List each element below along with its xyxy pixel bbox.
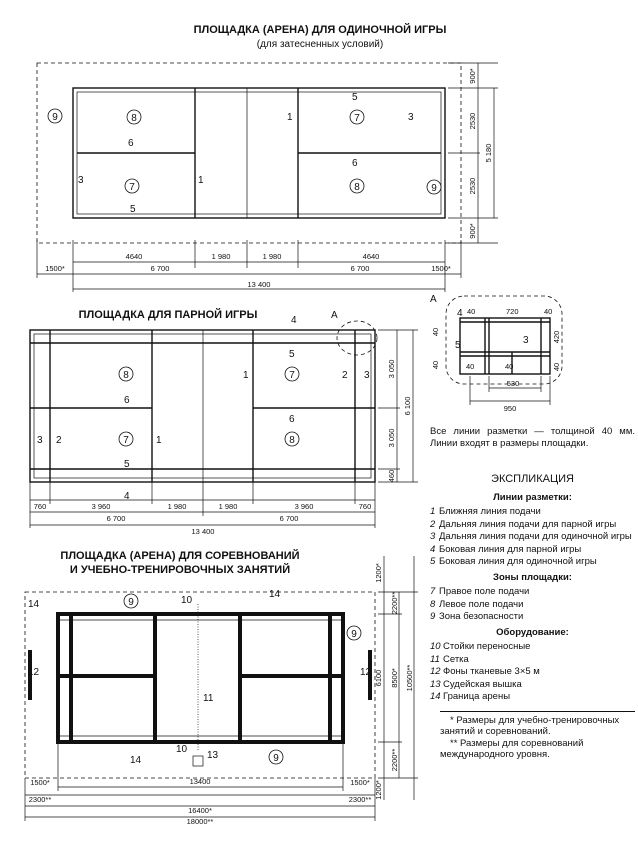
legend-item-text: Левое поле подачи (439, 598, 524, 610)
doubles-dim-half-left: 6 700 (106, 514, 126, 523)
detail-dim-40-g: 40 (552, 362, 561, 372)
legend-item-number: 7 (430, 586, 436, 597)
legend-section-heading: Зоны площадки: (493, 571, 572, 583)
doubles-line-5-top: 5 (289, 349, 295, 360)
doubles-inner-outline (34, 334, 371, 478)
single-vdim-lower: 2530 (468, 177, 477, 195)
single-vdim-bottom-margin: 900* (468, 223, 477, 239)
legend-item-number: 5 (430, 556, 436, 567)
doubles-callout-label: А (331, 310, 338, 321)
single-court-section (37, 23, 498, 292)
competition-label-14-right: 14 (269, 589, 281, 600)
legend-item-number: 2 (430, 518, 436, 530)
competition-zone-9-bottom-label: 9 (273, 753, 279, 764)
competition-title-1: ПЛОЩАДКА (АРЕНА) ДЛЯ СОРЕВНОВАНИЙ (60, 550, 300, 562)
legend-item-text: Граница арены (443, 691, 511, 702)
doubles-line-6-right: 6 (289, 414, 295, 425)
legend-item-text: Боковая линия для одиночной игры (439, 556, 597, 567)
doubles-dim-lines (30, 482, 375, 528)
doubles-line-4-bottom: 4 (124, 491, 130, 502)
legend-item (430, 666, 635, 678)
legend-sections (430, 492, 635, 703)
detail-a (430, 294, 562, 413)
legend-item (430, 506, 635, 518)
doubles-vdim-460: 460 (387, 469, 396, 483)
doubles-vdim-upper: 3 050 (387, 359, 396, 379)
legend-item (430, 519, 635, 531)
doubles-dim-3960-left: 3 960 (91, 502, 111, 511)
doubles-dim-760-right: 760 (358, 502, 372, 511)
legend (430, 474, 635, 761)
competition-dim-2300-left: 2300** (28, 795, 52, 804)
single-zone-left-bottom-label: 7 (129, 182, 135, 193)
competition-court-section (25, 549, 418, 826)
legend-footnote-2: ** Размеры для соревнований международного уровня. (440, 737, 584, 760)
detail-line-5: 5 (455, 340, 461, 351)
competition-vdim-1200-bottom: 1200* (374, 780, 383, 800)
detail-dim-530: 530 (506, 379, 520, 388)
competition-label-12-right: 12 (360, 667, 372, 678)
note-box (430, 426, 635, 474)
doubles-line-2-right: 2 (342, 370, 348, 381)
doubles-zone-left-bottom-label: 7 (123, 435, 129, 446)
legend-item-number: 10 (430, 641, 441, 652)
single-dim-4640-right: 4640 (362, 252, 380, 261)
single-dim-total: 13 400 (247, 280, 271, 289)
detail-line-3: 3 (523, 335, 529, 346)
doubles-zone-right-top-label: 7 (289, 370, 295, 381)
single-dim-1980-left: 1 980 (211, 252, 231, 261)
competition-zone-9-right-label: 9 (351, 629, 357, 640)
competition-dim-2300-right: 2300** (348, 795, 372, 804)
detail-dim-40-d: 40 (431, 360, 440, 370)
detail-dim-40-e: 40 (466, 362, 475, 371)
competition-label-10-bottom: 10 (176, 744, 188, 755)
legend-item-number: 9 (430, 611, 436, 622)
legend-item (430, 691, 635, 703)
doubles-dim-1980-right: 1 980 (218, 502, 238, 511)
legend-item-text: Дальняя линия подачи для парной игры (439, 518, 617, 530)
detail-dim-40-a: 40 (467, 307, 476, 316)
legend-item (430, 556, 635, 568)
legend-item-text: Сетка (443, 653, 469, 665)
detail-dim-40-f: 40 (505, 362, 514, 371)
legend-item-text: Ближняя линия подачи (439, 506, 541, 517)
single-line-6-left: 6 (128, 138, 134, 149)
legend-item (430, 679, 635, 691)
detail-a-label: А (430, 294, 437, 305)
detail-line-4: 4 (457, 308, 463, 319)
detail-dim-40-b: 40 (544, 307, 553, 316)
competition-umpire-chair (193, 756, 203, 766)
legend-item-number: 11 (430, 653, 440, 665)
legend-item-number: 12 (430, 666, 441, 677)
doubles-line-4-top: 4 (291, 315, 297, 326)
legend-item-text: Дальняя линия подачи для одиночной игры (439, 531, 632, 542)
legend-item-number: 8 (430, 598, 436, 610)
single-vdim-total: 5 180 (484, 143, 493, 163)
single-dim-4640-left: 4640 (125, 252, 143, 261)
competition-label-12-left: 12 (28, 667, 40, 678)
doubles-vdim-lower: 3 050 (387, 428, 396, 448)
doubles-dim-half-right: 6 700 (279, 514, 299, 523)
doubles-zone-left-top-label: 8 (123, 370, 129, 381)
legend-item-text: Боковая линия для парной игры (439, 543, 582, 555)
single-line-6-right: 6 (352, 158, 358, 169)
doubles-line-2-left: 2 (56, 435, 62, 446)
single-dim-1980-right: 1 980 (262, 252, 282, 261)
marking-note: Все линии разметки — толщиной 40 мм. Линии входят в размеры площадки. (430, 426, 635, 449)
competition-vdim-2200-bottom: 2200** (390, 748, 399, 772)
single-dim-half-left: 6 700 (150, 264, 170, 273)
single-vdim-top-margin: 900* (468, 68, 477, 84)
doubles-line-3-left: 3 (37, 435, 43, 446)
legend-item-text: Правое поле подачи (439, 586, 530, 597)
doubles-court-outline (30, 330, 375, 482)
competition-dim-1500-right: 1500* (350, 778, 370, 787)
single-dim-margin-right: 1500* (431, 264, 451, 273)
single-zone-9-left-label: 9 (52, 112, 58, 123)
competition-label-13: 13 (207, 750, 219, 761)
single-zone-9-right-label: 9 (431, 183, 437, 194)
doubles-dim-3960-right: 3 960 (294, 502, 314, 511)
legend-section-heading: Оборудование: (496, 626, 569, 638)
doubles-vdim-lines (378, 330, 418, 482)
competition-dim-1500-left: 1500* (30, 778, 50, 787)
single-subtitle: (для затесненных условий) (256, 39, 384, 50)
doubles-line-3-right: 3 (364, 370, 370, 381)
competition-vdim-10500: 10500** (405, 664, 414, 692)
doubles-line-1-left: 1 (156, 435, 162, 446)
doubles-line-5-bottom: 5 (124, 459, 130, 470)
detail-dim-950: 950 (503, 404, 517, 413)
detail-dim-40-c: 40 (431, 327, 440, 337)
single-line-3-left: 3 (78, 175, 84, 186)
competition-title-2: И УЧЕБНО-ТРЕНИРОВОЧНЫХ ЗАНЯТИЙ (69, 564, 291, 576)
detail-dim-720: 720 (506, 307, 519, 316)
single-zone-left-top-label: 8 (131, 113, 137, 124)
competition-vdim-1200-top: 1200* (374, 563, 383, 583)
competition-zone-9-top-label: 9 (128, 597, 134, 608)
legend-item (430, 654, 635, 666)
single-title: ПЛОЩАДКА (АРЕНА) ДЛЯ ОДИНОЧНОЙ ИГРЫ (193, 24, 447, 36)
legend-item (430, 641, 635, 653)
competition-label-11: 11 (203, 693, 214, 704)
legend-section-heading: Линии разметки: (493, 491, 572, 503)
competition-vdim-8500: 8500* (390, 668, 399, 688)
competition-vdim-6100: 6100 (374, 669, 383, 687)
legend-box (430, 474, 635, 854)
legend-item-number: 14 (430, 691, 441, 702)
competition-dim-16400: 16400* (188, 806, 212, 815)
doubles-line-6-left: 6 (124, 395, 130, 406)
doubles-vdim-total: 6 100 (403, 396, 412, 416)
legend-item-text: Судейская вышка (443, 678, 522, 690)
legend-item (430, 531, 635, 543)
single-line-1-left: 1 (198, 175, 204, 186)
legend-item (430, 586, 635, 598)
doubles-line-1-right: 1 (243, 370, 249, 381)
single-zone-right-top-label: 7 (354, 113, 360, 124)
single-line-5-top: 5 (352, 92, 358, 103)
single-dim-half-right: 6 700 (350, 264, 370, 273)
single-line-1-right: 1 (287, 112, 293, 123)
doubles-dim-1980-left: 1 980 (167, 502, 187, 511)
legend-item-text: Зона безопасности (439, 611, 524, 622)
single-line-5-bottom: 5 (130, 204, 136, 215)
doubles-court-section (30, 308, 418, 536)
legend-item-text: Стойки переносные (443, 641, 531, 652)
competition-dim-18000: 18000** (186, 817, 214, 826)
doubles-title: ПЛОЩАДКА ДЛЯ ПАРНОЙ ИГРЫ (78, 309, 258, 321)
doubles-zone-right-bottom-label: 8 (289, 435, 295, 446)
legend-item-number: 4 (430, 543, 436, 555)
doubles-dim-total: 13 400 (191, 527, 215, 536)
detail-dim-420: 420 (552, 330, 561, 344)
legend-item-text: Фоны тканевые 3×5 м (443, 666, 540, 677)
legend-item-number: 1 (430, 506, 436, 517)
legend-item-number: 13 (430, 678, 441, 690)
competition-label-14-left: 14 (28, 599, 40, 610)
competition-label-10-top: 10 (181, 595, 193, 606)
doubles-dim-760-left: 760 (33, 502, 47, 511)
legend-item (430, 611, 635, 623)
legend-title: ЭКСПЛИКАЦИЯ (491, 474, 574, 485)
legend-item (430, 544, 635, 556)
competition-dim-13400: 13400 (189, 777, 211, 786)
competition-vdim-2200-top: 2200** (390, 591, 399, 615)
single-zone-right-bottom-label: 8 (354, 182, 360, 193)
single-vdim-upper: 2530 (468, 112, 477, 130)
single-line-3-right: 3 (408, 112, 414, 123)
legend-item-number: 3 (430, 531, 436, 542)
competition-label-14-bottom: 14 (130, 755, 142, 766)
single-dim-margin-left: 1500* (45, 264, 65, 273)
legend-footnote-1: * Размеры для учебно-тренировочных занятий и соревнований. (440, 711, 635, 738)
legend-item (430, 599, 635, 611)
